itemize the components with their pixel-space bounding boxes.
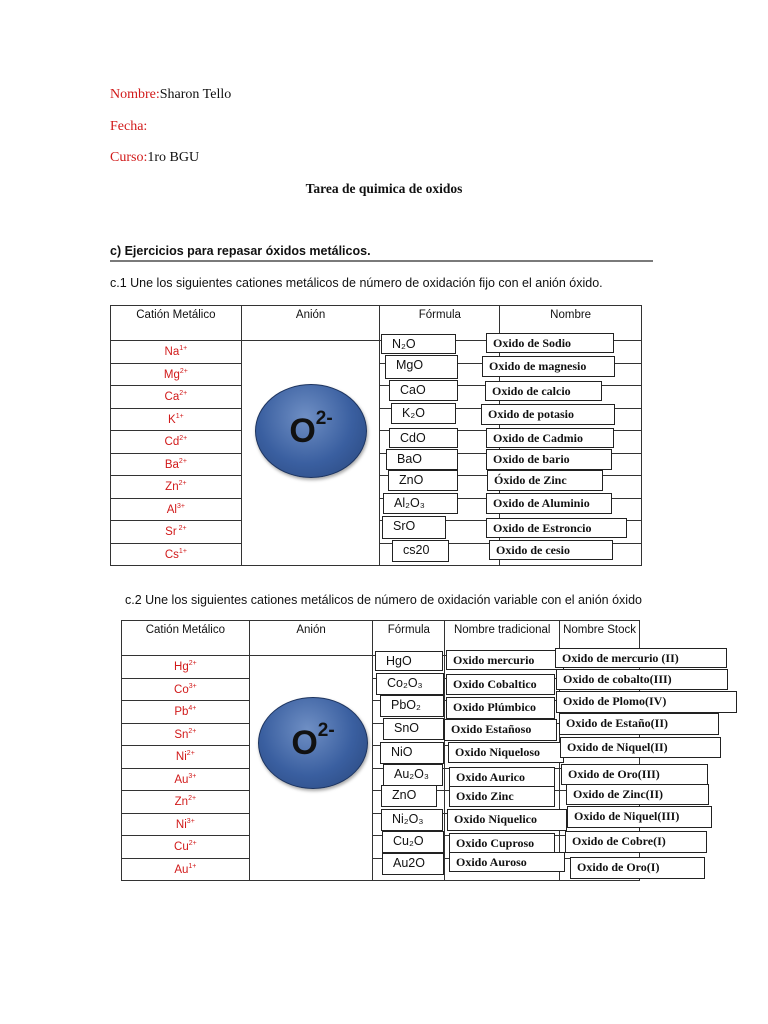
name-box: Oxido de calcio bbox=[485, 381, 602, 401]
c1-instruction: c.1 Une los siguientes cationes metálicos de número de oxidación fijo con el anión óxido. bbox=[110, 276, 603, 290]
curso-label: Curso: bbox=[110, 150, 148, 165]
cation-charge: 2+ bbox=[179, 435, 188, 443]
cation-symbol: Ba bbox=[164, 458, 179, 471]
fecha-line bbox=[110, 119, 147, 135]
cation-cell bbox=[111, 453, 242, 476]
cation-charge: 3+ bbox=[188, 682, 197, 690]
formula-box: PbO₂ bbox=[380, 695, 444, 717]
cation-charge: 2+ bbox=[188, 795, 197, 803]
formula-box: N₂O bbox=[381, 334, 456, 354]
cation-charge: 4+ bbox=[188, 705, 197, 713]
name-box: Óxido de Zinc bbox=[487, 470, 603, 491]
formula-box: SnO bbox=[383, 718, 444, 740]
name-box: Oxido de potasio bbox=[481, 404, 615, 425]
cation-symbol: Au bbox=[174, 863, 189, 876]
cation-charge: 2+ bbox=[188, 727, 197, 735]
page-title: Tarea de quimica de oxidos bbox=[305, 181, 463, 196]
cation-cell bbox=[122, 791, 250, 814]
cation-cell bbox=[111, 521, 242, 544]
cation-symbol: Ni bbox=[175, 751, 187, 764]
header-cation: Catión Metálico bbox=[111, 306, 242, 341]
formula-box: ZnO bbox=[388, 470, 458, 491]
formula-box: SrO bbox=[382, 516, 446, 539]
cation-cell bbox=[122, 813, 250, 836]
cation-symbol: Hg bbox=[174, 661, 189, 674]
name-box: Oxido de Aluminio bbox=[486, 493, 612, 514]
cation-charge: 1+ bbox=[188, 862, 197, 870]
cation-charge: 2+ bbox=[178, 480, 187, 488]
cation-charge: 3+ bbox=[177, 502, 185, 510]
name-box: Oxido de Cadmio bbox=[486, 428, 614, 448]
cation-charge: 1+ bbox=[175, 412, 184, 420]
name-box: Oxido de magnesio bbox=[482, 356, 615, 377]
cation-charge: 3+ bbox=[188, 772, 197, 780]
cation-cell bbox=[111, 363, 242, 386]
stock-box: Oxido de Niquel(III) bbox=[567, 806, 712, 828]
stock-box: Oxido de Oro(I) bbox=[570, 857, 705, 879]
cation-symbol: Zn bbox=[165, 481, 179, 494]
header-formula: Fórmula bbox=[373, 621, 445, 656]
traditional-box: Oxido Zinc bbox=[449, 786, 555, 807]
cation-charge: 2+ bbox=[188, 660, 197, 668]
traditional-box: Oxido mercurio bbox=[446, 650, 564, 670]
name-box: Oxido de Estroncio bbox=[486, 518, 627, 538]
stock-box: Oxido de Oro(III) bbox=[561, 764, 708, 785]
traditional-box: Oxido Niqueloso bbox=[448, 742, 564, 763]
cation-symbol: Cs bbox=[164, 548, 179, 561]
oxide-anion-orb-2 bbox=[258, 697, 368, 789]
traditional-box: Oxido Auroso bbox=[449, 852, 565, 872]
cation-charge: 2+ bbox=[188, 840, 197, 848]
cation-symbol: Ni bbox=[175, 818, 187, 831]
cation-cell bbox=[122, 746, 250, 769]
stock-box: Oxido de mercurio (II) bbox=[555, 648, 727, 668]
cation-cell bbox=[111, 386, 242, 409]
header-traditional: Nombre tradicional bbox=[445, 621, 560, 656]
anion-charge: 2- bbox=[317, 720, 335, 741]
formula-box: BaO bbox=[386, 449, 458, 470]
cation-symbol: Sn bbox=[174, 728, 189, 741]
section-heading: c) Ejercicios para repasar óxidos metálicos. bbox=[110, 244, 653, 262]
cation-symbol: K bbox=[168, 413, 176, 426]
nombre-label: Nombre: bbox=[110, 87, 160, 102]
stock-box: Oxido de Estaño(II) bbox=[559, 713, 719, 735]
anion-charge: 2- bbox=[315, 408, 333, 429]
cation-cell bbox=[122, 656, 250, 679]
formula-box: HgO bbox=[375, 651, 443, 671]
cation-charge: 2+ bbox=[179, 367, 188, 375]
cation-cell bbox=[122, 723, 250, 746]
formula-box: CaO bbox=[389, 380, 458, 401]
name-box: Oxido de bario bbox=[486, 449, 612, 470]
cation-symbol: Cu bbox=[174, 841, 189, 854]
formula-box: ZnO bbox=[381, 785, 437, 807]
formula-box: cs20 bbox=[392, 540, 449, 562]
cation-symbol: Pb bbox=[174, 706, 189, 719]
cation-charge: 2+ bbox=[186, 750, 195, 758]
cation-cell bbox=[122, 836, 250, 859]
formula-box: CdO bbox=[389, 428, 458, 448]
cation-symbol: Cd bbox=[164, 436, 180, 449]
name-box: Oxido de Sodio bbox=[486, 333, 614, 353]
formula-box: Ni₂O₃ bbox=[381, 809, 443, 831]
formula-box: Al₂O₃ bbox=[383, 493, 458, 514]
cation-cell bbox=[111, 543, 242, 566]
header-formula: Fórmula bbox=[380, 306, 500, 341]
stock-box: Oxido de cobalto(III) bbox=[556, 669, 728, 690]
oxide-anion-orb-1 bbox=[255, 384, 367, 478]
cation-cell bbox=[122, 768, 250, 791]
anion-symbol: O bbox=[291, 723, 318, 762]
header-anion: Anión bbox=[241, 306, 380, 341]
formula-box: Co₂O₃ bbox=[376, 673, 444, 695]
header-anion: Anión bbox=[249, 621, 373, 656]
cation-charge: 2+ bbox=[178, 457, 187, 465]
header-name: Nombre bbox=[500, 306, 642, 341]
nombre-line bbox=[110, 87, 231, 103]
formula-box: MgO bbox=[385, 355, 458, 379]
cation-cell bbox=[111, 498, 242, 521]
traditional-box: Oxido Plúmbico bbox=[446, 697, 555, 719]
curso-value: 1ro BGU bbox=[147, 150, 200, 165]
header-cation: Catión Metálico bbox=[122, 621, 250, 656]
stock-box: Oxido de Cobre(I) bbox=[565, 831, 707, 853]
cation-charge: 2+ bbox=[179, 390, 188, 398]
cation-cell bbox=[111, 408, 242, 431]
cation-cell bbox=[111, 341, 242, 364]
stock-box: Oxido de Plomo(IV) bbox=[556, 691, 737, 713]
cation-cell bbox=[122, 678, 250, 701]
cation-symbol: Sr bbox=[165, 526, 177, 539]
cation-charge: 1+ bbox=[178, 547, 187, 555]
traditional-box: Oxido Cobaltico bbox=[446, 674, 555, 695]
cation-cell bbox=[122, 701, 250, 724]
traditional-box: Oxido Estañoso bbox=[444, 719, 557, 741]
traditional-box: Oxido Cuproso bbox=[449, 833, 555, 854]
cation-charge: 1+ bbox=[179, 345, 188, 353]
cation-symbol: Na bbox=[164, 346, 180, 359]
cation-charge: 2+ bbox=[176, 525, 187, 533]
cation-symbol: Al bbox=[166, 503, 177, 516]
formula-box: Au2O bbox=[382, 853, 444, 875]
fecha-label: Fecha: bbox=[110, 119, 148, 134]
cation-cell bbox=[111, 476, 242, 499]
traditional-box: Oxido Niquelico bbox=[447, 809, 567, 831]
cation-charge: 3+ bbox=[186, 817, 195, 825]
c2-instruction: c.2 Une los siguientes cationes metálicos de número de oxidación variable con el anión óxido bbox=[125, 593, 642, 607]
stock-box: Oxido de Zinc(II) bbox=[566, 784, 709, 805]
stock-box: Oxido de Niquel(II) bbox=[560, 737, 721, 758]
cation-cell bbox=[111, 431, 242, 454]
cation-symbol: Ca bbox=[164, 391, 180, 404]
formula-box: Au₂O₃ bbox=[383, 764, 443, 786]
header-stock: Nombre Stock bbox=[560, 621, 640, 656]
traditional-box: Oxido Aurico bbox=[449, 767, 555, 788]
anion-symbol: O bbox=[289, 411, 316, 450]
curso-line bbox=[110, 150, 199, 166]
cation-symbol: Au bbox=[174, 773, 189, 786]
formula-box: Cu₂O bbox=[382, 831, 444, 853]
nombre-value: Sharon Tello bbox=[159, 87, 232, 102]
cation-cell bbox=[122, 858, 250, 881]
name-box: Oxido de cesio bbox=[489, 540, 613, 560]
cation-symbol: Mg bbox=[163, 368, 180, 381]
formula-box: K₂O bbox=[391, 403, 456, 424]
formula-box: NiO bbox=[380, 742, 444, 764]
cation-symbol: Zn bbox=[174, 796, 189, 809]
cation-symbol: Co bbox=[174, 683, 189, 696]
